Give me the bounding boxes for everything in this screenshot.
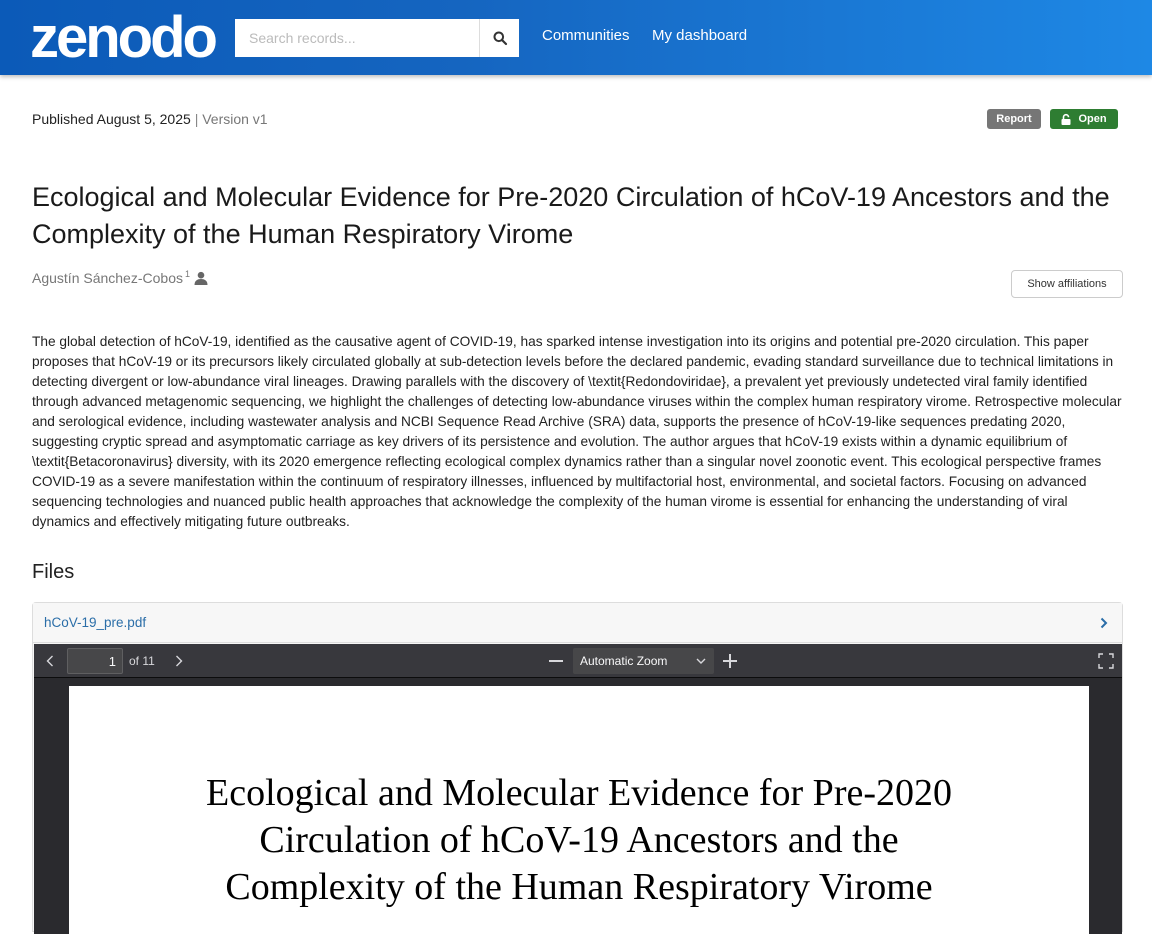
affiliation-index: 1 <box>184 269 190 279</box>
next-page-button[interactable] <box>169 651 189 671</box>
pdf-toolbar <box>34 644 1122 678</box>
person-icon <box>194 271 208 285</box>
creator-list <box>32 270 208 286</box>
zoom-in-button[interactable] <box>720 651 740 671</box>
search-input[interactable] <box>235 19 479 57</box>
page-number-input[interactable] <box>67 648 123 674</box>
access-status-label: Open <box>1078 113 1107 125</box>
pdf-title-line: Circulation of hCoV-19 Ancestors and the <box>259 819 899 861</box>
chevron-left-icon <box>46 655 54 667</box>
fullscreen-icon <box>1098 653 1114 669</box>
chevron-right-icon[interactable] <box>1100 617 1108 629</box>
search-button[interactable] <box>479 19 519 57</box>
access-status-badge <box>1050 109 1118 129</box>
pdf-title-line: Ecological and Molecular Evidence for Pre-2020 <box>206 772 952 814</box>
zenodo-logo[interactable] <box>30 5 215 70</box>
record-title: Ecological and Molecular Evidence for Pre-2020 Circulation of hCoV-19 Ancestors and the Complexity of the Human Respiratory Virome <box>32 182 1110 249</box>
file-name-link[interactable]: hCoV-19_pre.pdf <box>44 615 147 630</box>
page-count: of 11 <box>129 654 155 668</box>
chevron-right-icon <box>175 655 183 667</box>
show-affiliations-button[interactable]: Show affiliations <box>1011 270 1123 298</box>
file-preview-header[interactable] <box>33 603 1122 643</box>
previous-page-button[interactable] <box>40 651 60 671</box>
top-navbar <box>0 0 1152 75</box>
file-preview-panel <box>32 602 1123 932</box>
files-heading: Files <box>32 561 75 583</box>
meta-separator: | <box>194 111 199 127</box>
resource-type-badge <box>987 109 1041 129</box>
search-bar <box>235 19 519 57</box>
unlock-icon <box>1061 114 1071 125</box>
resource-type-label: Report <box>996 113 1032 125</box>
version-label: Version v1 <box>202 111 268 127</box>
plus-icon <box>722 653 738 669</box>
creator-name[interactable]: Agustín Sánchez-Cobos <box>32 270 183 286</box>
pdf-title-line: Complexity of the Human Respiratory Virome <box>225 866 933 908</box>
abstract-text: The global detection of hCoV-19, identified as the causative agent of COVID-19, has sparked intense investigation into its origins and potential pre-2020 circulation. This paper proposes that hCoV-19 or its precursors likely circulated globally at sub-detection levels before the declared pandemic, evading standard surveillance due to technical limitations in detecting divergent or low-abundance viral lineages. Drawing parallels with the discovery of \textit{Redondoviridae}, a prevalent yet previously undetected viral family identified through advanced metagenomic sequencing, we highlight the challenges of detecting low-abundance viruses within the complex human respiratory virome. Retrospective molecular and serological evidence, including wastewater analysis and NCBI Sequence Read Archive (SRA) data, supports the presence of hCoV-19-like sequences predating 2020, suggesting cryptic spread and asymptomatic carriage as key drivers of its persistence and evolution. The author argues that hCoV-19 exists within a dynamic equilibrium of \textit{Betacoronavirus} diversity, with its 2020 emergence reflecting ecological complex dynamics rather than a singular novel zoonotic event. This ecological perspective frames COVID-19 as a severe manifestation within the continuum of respiratory illnesses, influenced by multifactorial host, environmental, and societal factors. Focusing on advanced sequencing technologies and nuanced public health approaches that acknowledge the complexity of the human virome is essential for enhancing the understanding of viral dynamics and effectively mitigating future outbreaks. <box>32 334 1122 529</box>
zoom-out-button[interactable] <box>546 651 566 671</box>
published-date: Published August 5, 2025 <box>32 111 191 127</box>
nav-communities[interactable]: Communities <box>542 27 630 44</box>
pdf-page <box>69 686 1089 946</box>
zenodo-logo-text: zenodo <box>30 5 215 70</box>
zoom-level: Automatic Zoom <box>580 654 668 668</box>
search-icon <box>493 31 507 45</box>
zoom-select[interactable] <box>573 648 714 674</box>
publication-meta <box>32 111 268 127</box>
pdf-page-title <box>69 770 1089 911</box>
pdf-viewer <box>34 644 1122 934</box>
fullscreen-button[interactable] <box>1096 651 1116 671</box>
minus-icon <box>548 653 564 669</box>
chevron-down-icon <box>696 658 706 664</box>
nav-my-dashboard[interactable]: My dashboard <box>652 27 748 44</box>
